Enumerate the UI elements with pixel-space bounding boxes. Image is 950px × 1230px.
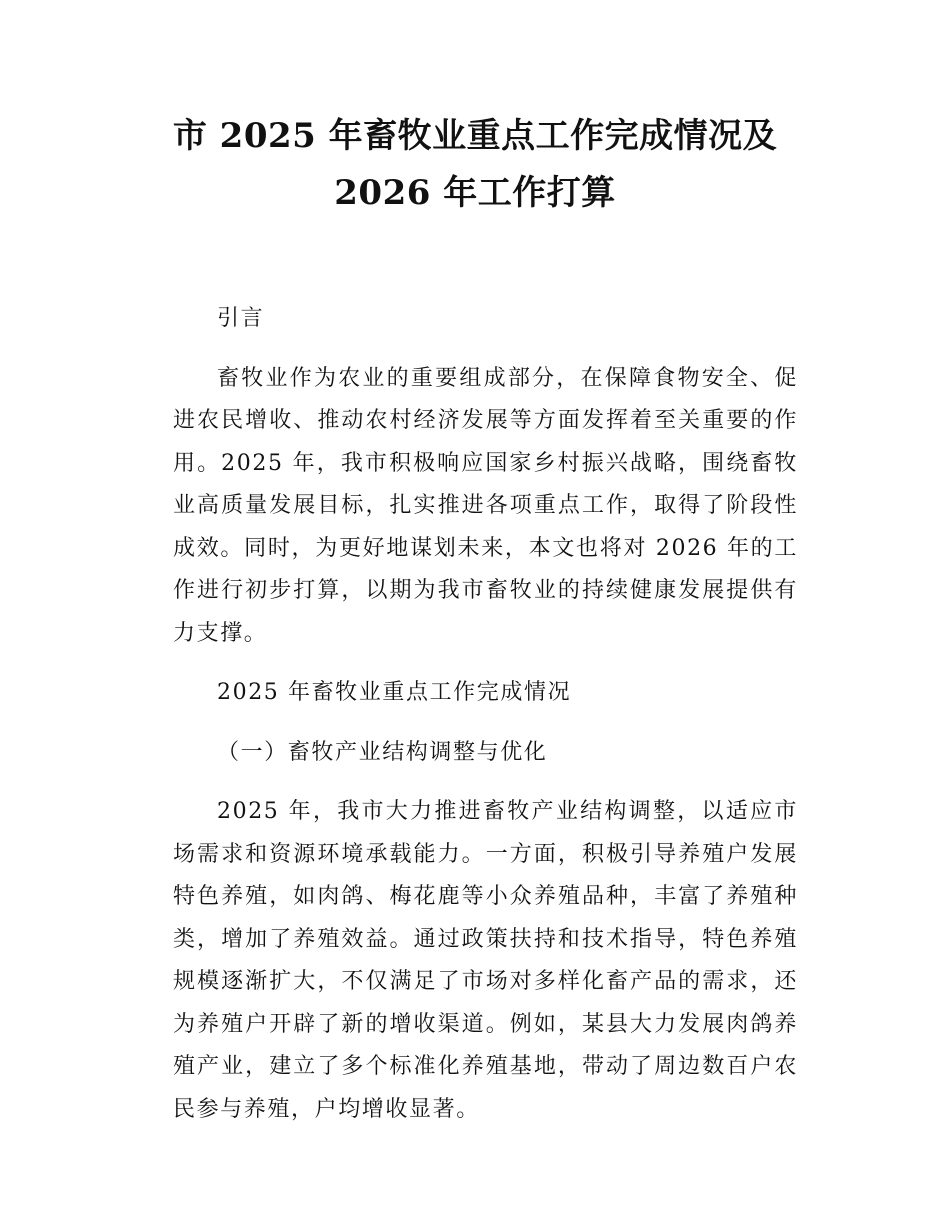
heading-introduction: 引言 [217,306,265,331]
document-body [173,298,798,1148]
paragraph-introduction: 畜牧业作为农业的重要组成部分，在保障食物安全、促进农民增收、推动农村经济发展等方面发挥着至关重要的作用。2025 年，我市积极响应国家乡村振兴战略，围绕畜牧业高质量发展目标，扎实推进各项重点工作，取得了阶段性成效。同时，为更好地谋划未来，本文也将对 2026 年的工作进行初步打算，以期为我市畜牧业的持续健康发展提供有力支撑。 [173,365,798,646]
paragraph-structure-adjustment: 2025 年，我市大力推进畜牧产业结构调整，以适应市场需求和资源环境承载能力。一方面，积极引导养殖户发展特色养殖，如肉鸽、梅花鹿等小众养殖品种，丰富了养殖种类，增加了养殖效益。通过政策扶持和技术指导，特色养殖规模逐渐扩大，不仅满足了市场对多样化畜产品的需求，还为养殖户开辟了新的增收渠道。例如，某县大力发展肉鸽养殖产业，建立了多个标准化养殖基地，带动了周边数百户农民参与养殖，户均增收显著。 [173,799,798,1122]
document-title: 市 2025 年畜牧业重点工作完成情况及 2026 年工作打算 [172,116,778,213]
section-heading-2025: 2025 年畜牧业重点工作完成情况 [217,680,572,705]
subsection-heading-1: （一）畜牧产业结构调整与优化 [217,739,548,765]
